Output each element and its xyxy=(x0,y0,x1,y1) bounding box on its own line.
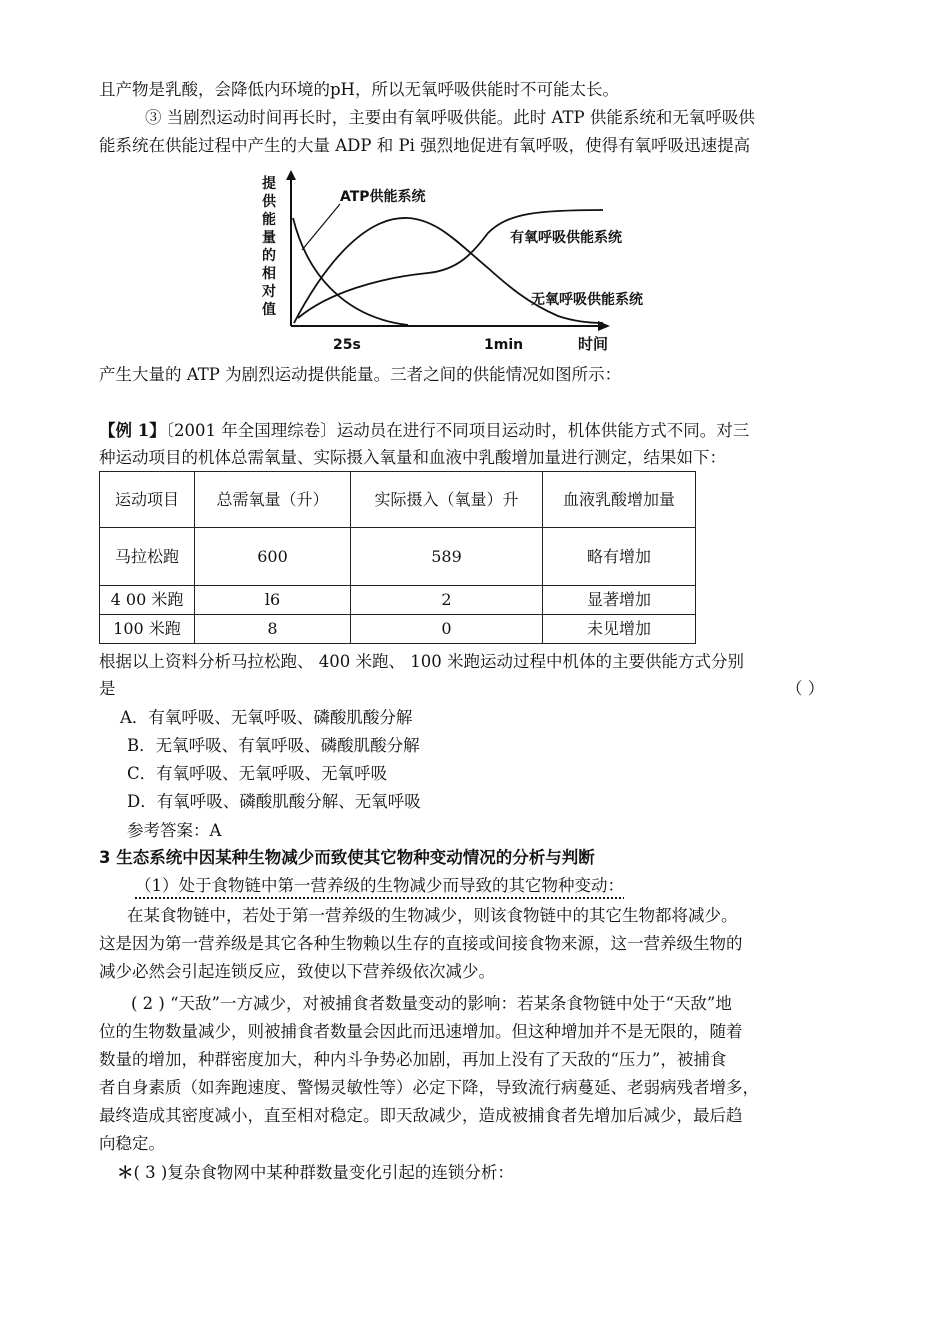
table-header-row xyxy=(100,472,696,528)
atp-curve-label: ATP供能系统 xyxy=(340,189,426,205)
paragraph-line: 能系统在供能过程中产生的大量 ADP 和 Pi 强烈地促进有氧呼吸，使得有氧呼吸迅速提高 xyxy=(99,136,751,155)
paragraph-line: 在某食物链中，若处于第一营养级的生物减少，则该食物链中的其它生物都将减少。 xyxy=(127,906,738,925)
table-cell: 0 xyxy=(351,615,543,644)
energy-supply-figure xyxy=(258,168,678,356)
y-axis-arrow xyxy=(286,170,296,180)
paragraph-line: 最终造成其密度减小，直至相对稳定。即天敌减少，造成被捕食者先增加后减少，最后趋 xyxy=(99,1106,743,1125)
star-marker: ＊ xyxy=(117,1163,134,1182)
paragraph-line: 这是因为第一营养级是其它各种生物赖以生存的直接或间接食物来源，这一营养级生物的 xyxy=(99,934,743,953)
table-cell: 4 00 米跑 xyxy=(100,586,195,615)
section-heading: 3 生态系统中因某种生物减少而致使其它物种变动情况的分析与判断 xyxy=(99,848,595,867)
paragraph-line: 者自身素质（如奔跑速度、警惕灵敏性等）必定下降，导致流行病蔓延、老弱病残者增多， xyxy=(99,1078,759,1097)
subheading-1: （1）处于食物链中第一营养级的生物减少而导致的其它物种变动： xyxy=(135,876,624,895)
table-row xyxy=(100,586,696,615)
table-cell: 589 xyxy=(351,528,543,586)
table-cell: 未见增加 xyxy=(543,615,696,644)
paragraph-line: ③ 当剧烈运动时间再长时，主要由有氧呼吸供能。此时 ATP 供能系统和无氧呼吸供 xyxy=(145,108,755,127)
paragraph-line: 种运动项目的机体总需氧量、实际摄入氧量和血液中乳酸增加量进行测定，结果如下： xyxy=(99,448,726,467)
y-axis-label xyxy=(261,175,277,318)
paragraph-line: 数量的增加，种群密度加大，种内斗争势必加剧，再加上没有了天敌的“压力”，被捕食 xyxy=(99,1050,727,1069)
table-header-cell: 运动项目 xyxy=(100,472,195,528)
svg-text:的: 的 xyxy=(262,248,276,264)
table-cell: 略有增加 xyxy=(543,528,696,586)
example-intro-text: 〔2001 年全国理综卷〕运动员在进行不同项目运动时，机体供能方式不同。对三 xyxy=(165,421,750,440)
paragraph-line: 向稳定。 xyxy=(99,1134,165,1153)
table-header-cell: 实际摄入（氧量）升 xyxy=(351,472,543,528)
svg-text:量: 量 xyxy=(262,230,276,246)
table-header-cell: 总需氧量（升） xyxy=(195,472,351,528)
atp-label-pointer xyxy=(302,204,340,250)
subheading-3 xyxy=(117,1162,514,1184)
option-c: C．有氧呼吸、无氧呼吸、无氧呼吸 xyxy=(127,764,388,783)
x-tick-1min: 1min xyxy=(484,337,524,353)
oxygen-table xyxy=(99,471,696,644)
example-tag: 【例 1】 xyxy=(99,421,166,440)
svg-text:供: 供 xyxy=(262,194,276,210)
table-cell: 马拉松跑 xyxy=(100,528,195,586)
paragraph-line: 产生大量的 ATP 为剧烈运动提供能量。三者之间的供能情况如图所示： xyxy=(99,365,622,384)
svg-text:能: 能 xyxy=(262,212,276,228)
question-line: 是 xyxy=(99,679,116,698)
x-tick-25s: 25s xyxy=(333,337,361,353)
answer-blank: （ ） xyxy=(786,679,825,698)
question-line: 根据以上资料分析马拉松跑、 400 米跑、 100 米跑运动过程中机体的主要供能方式分别 xyxy=(99,652,744,671)
table-row xyxy=(100,615,696,644)
table-cell: 100 米跑 xyxy=(100,615,195,644)
table-cell: 显著增加 xyxy=(543,586,696,615)
example-intro xyxy=(99,420,749,442)
option-b: B．无氧呼吸、有氧呼吸、磷酸肌酸分解 xyxy=(127,736,420,755)
anaerobic-curve-label: 无氧呼吸供能系统 xyxy=(531,292,643,308)
subheading-3-text: ( 3 )复杂食物网中某种群数量变化引起的连锁分析： xyxy=(133,1163,514,1182)
option-a: A．有氧呼吸、无氧呼吸、磷酸肌酸分解 xyxy=(120,708,413,727)
svg-text:对: 对 xyxy=(262,284,276,300)
svg-text:相: 相 xyxy=(262,266,276,282)
paragraph-line: 减少必然会引起连锁反应，致使以下营养级依次减少。 xyxy=(99,962,495,981)
svg-text:提: 提 xyxy=(262,176,276,192)
aerobic-curve-label: 有氧呼吸供能系统 xyxy=(510,230,622,246)
table-row xyxy=(100,528,696,586)
paragraph-line: 位的生物数量减少，则被捕食者数量会因此而迅速增加。但这种增加并不是无限的，随着 xyxy=(99,1022,743,1041)
table-cell: 600 xyxy=(195,528,351,586)
table-header-cell: 血液乳酸增加量 xyxy=(543,472,696,528)
paragraph-line: ( 2 ) “天敌”一方减少，对被捕食者数量变动的影响：若某条食物链中处于“天敌”地 xyxy=(131,994,732,1013)
x-axis-label: 时间 xyxy=(578,335,609,353)
paragraph-line: 且产物是乳酸，会降低内环境的pH，所以无氧呼吸供能时不可能太长。 xyxy=(99,80,619,99)
table-cell: 8 xyxy=(195,615,351,644)
table-cell: l6 xyxy=(195,586,351,615)
reference-answer: 参考答案：A xyxy=(127,821,222,840)
svg-text:值: 值 xyxy=(262,302,276,318)
option-d: D．有氧呼吸、磷酸肌酸分解、无氧呼吸 xyxy=(127,792,421,811)
table-cell: 2 xyxy=(351,586,543,615)
